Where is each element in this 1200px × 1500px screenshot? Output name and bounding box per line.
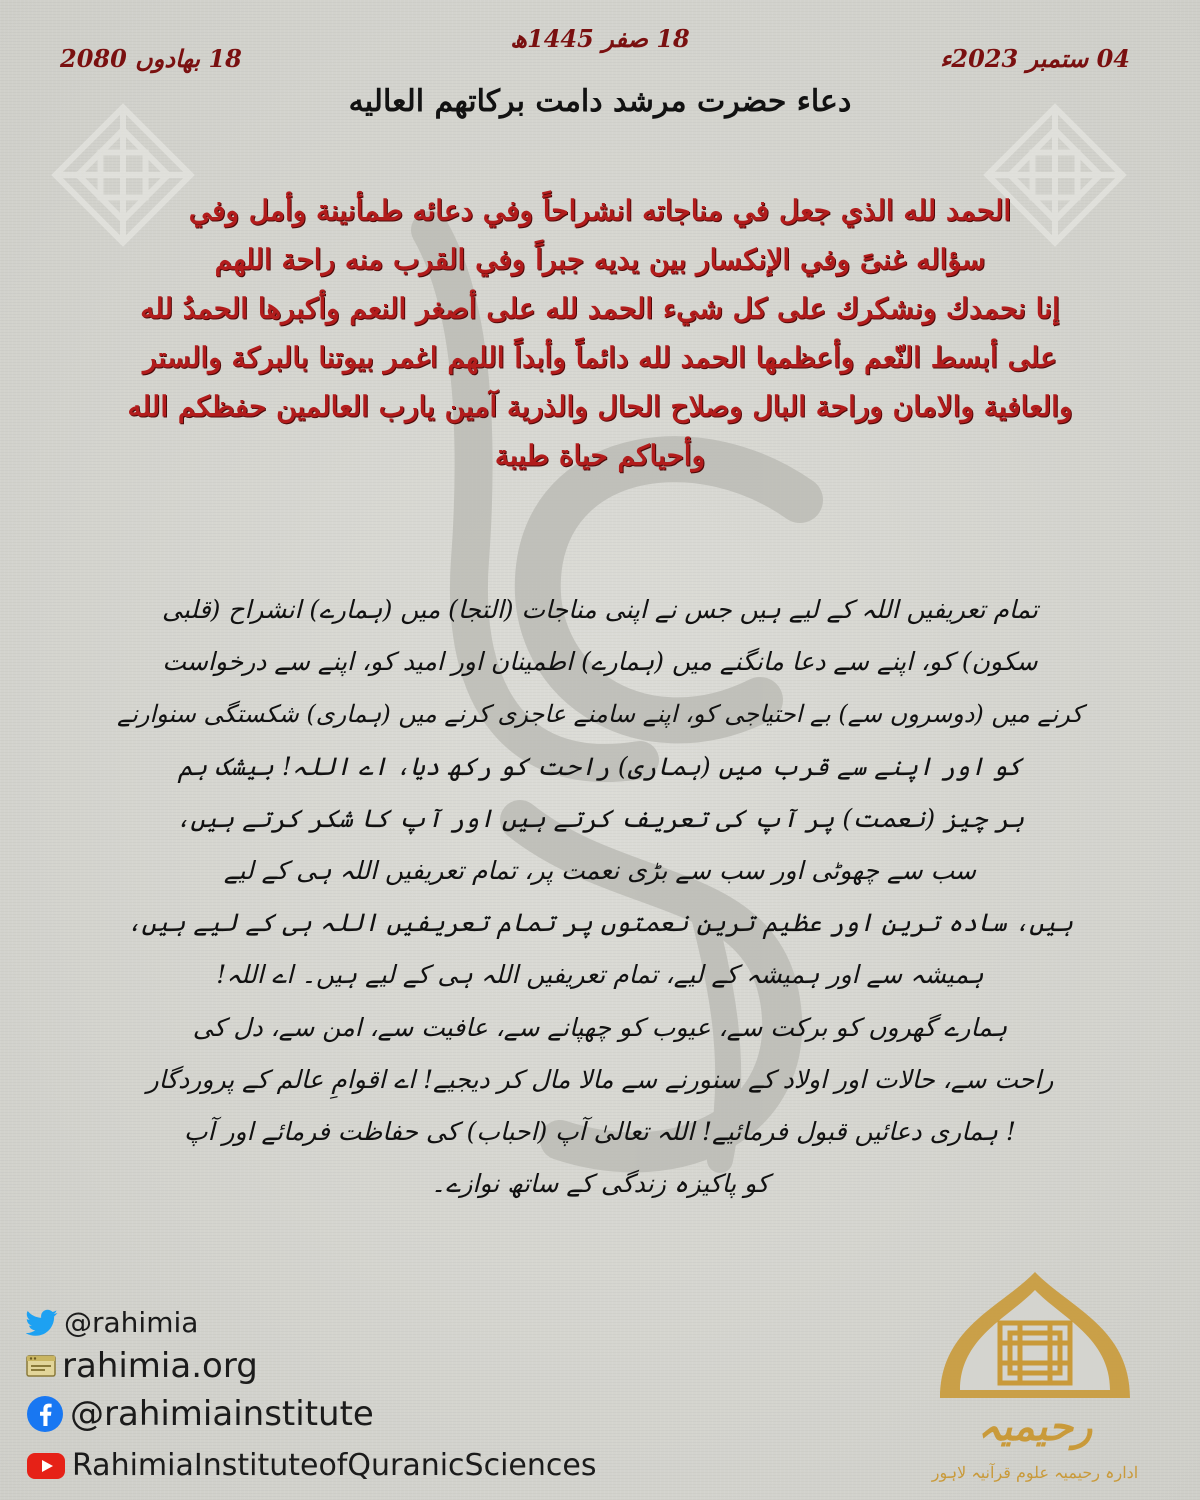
urdu-translation-line: راحت سے، حالات اور اولاد کے سنورنے سے مالا مال کر دیجیے! اے اقوامِ عالم کے پروردگار <box>146 1064 1054 1094</box>
logo-emblem <box>900 1268 1170 1493</box>
arabic-dua-line: والعافية والامان وراحة البال وصلاح الحال والذرية آمين يارب العالمين حفظكم الله <box>127 390 1073 423</box>
twitter-link[interactable] <box>26 1306 198 1339</box>
arabic-dua-line: على أبسط النّعم وأعظمها الحمد لله دائماً وأبداً اللهم اغمر بيوتنا بالبركة والستر <box>143 341 1057 374</box>
arabic-dua-line: إنا نحمدك ونشكرك على كل شيء الحمد لله على أصغر النعم وأكبرها الحمدُ لله <box>140 292 1060 325</box>
youtube-link[interactable] <box>26 1448 596 1483</box>
web-icon <box>26 1353 56 1379</box>
logo-subtitle: ادارہ رحیمیہ علوم قرآنیہ لاہور <box>931 1463 1139 1482</box>
facebook-icon <box>26 1395 64 1433</box>
urdu-translation <box>110 584 1090 1210</box>
arabic-dua-line: وأحياكم حياة طيبة <box>494 439 706 472</box>
youtube-icon <box>26 1452 66 1480</box>
urdu-translation-line: سب سے چھوٹی اور سب سے بڑی نعمت پر، تمام تعریفیں اللہ ہی کے لیے <box>223 855 977 885</box>
page-title: دعاء حضرت مرشد دامت برکاتهم العالیه <box>348 84 852 119</box>
hijri-date: 18 صفر 1445ھ <box>510 24 690 53</box>
gregorian-date: 04 ستمبر 2023ء <box>940 44 1130 73</box>
bikrami-date: 18 بھادوں 2080 <box>60 44 242 73</box>
urdu-translation-line: کو اور اپنے سے قرب میں (ہماری) راحت کو رکھ دیا، اے اللہ! بیشک ہم <box>178 751 1022 781</box>
urdu-translation-line: تمام تعریفیں اللہ کے لیے ہیں جس نے اپنی مناجات (التجا) میں (ہمارے) انشراح (قلبی <box>162 595 1038 624</box>
urdu-translation-line: سکون) کو، اپنے سے دعا مانگنے میں (ہمارے) اطمینان اور امید کو، اپنے سے درخواست <box>162 647 1038 677</box>
urdu-translation-line: کرنے میں (دوسروں سے) بے احتیاجی کو، اپنے سامنے عاجزی کرنے میں (ہماری) شکستگی سنوارنے <box>117 700 1083 729</box>
twitter-handle[interactable]: @rahimia <box>64 1306 199 1339</box>
urdu-translation-line: ہیں، سادہ ترین اور عظیم ترین نعمتوں پر تمام تعریفیں اللہ ہی کے لیے ہیں، <box>126 908 1074 938</box>
urdu-translation-line: کو پاکیزہ زندگی کے ساتھ نوازے۔ <box>431 1169 769 1199</box>
urdu-translation-line: ! ہماری دعائیں قبول فرمائیے! اللہ تعالیٰ آپ (احباب) کی حفاظت فرمائے اور آپ <box>184 1116 1016 1146</box>
youtube-channel[interactable]: RahimiaInstituteofQuranicSciences <box>72 1448 597 1483</box>
arabic-dua <box>70 186 1130 480</box>
urdu-translation-line: ہر چیز (نعمت) پر آپ کی تعریف کرتے ہیں اور آپ کا شکر کرتے ہیں، <box>175 803 1025 833</box>
arabic-dua-line: سؤاله غنىً وفي الإنكسار بين يديه جبراً وفي القرب منه راحة اللهم <box>214 243 986 276</box>
website-url[interactable]: rahimia.org <box>62 1346 258 1386</box>
urdu-translation-line: ہمیشہ سے اور ہمیشہ کے لیے، تمام تعریفیں اللہ ہی کے لیے ہیں۔ اے اللہ! <box>216 960 984 990</box>
logo-name: رحیمیہ <box>977 1403 1093 1450</box>
website-link[interactable] <box>26 1346 258 1386</box>
facebook-handle[interactable]: @rahimiainstitute <box>70 1394 374 1434</box>
facebook-link[interactable] <box>26 1394 374 1434</box>
twitter-icon <box>26 1309 58 1337</box>
urdu-translation-line: ہمارے گھروں کو برکت سے، عیوب کو چھپانے سے، عافیت سے، امن سے، دل کی <box>192 1012 1008 1042</box>
arabic-dua-line: الحمد لله الذي جعل في مناجاته انشراحاً وفي دعائه طمأنينة وأمل وفي <box>188 194 1012 227</box>
institute-logo <box>900 1268 1170 1493</box>
